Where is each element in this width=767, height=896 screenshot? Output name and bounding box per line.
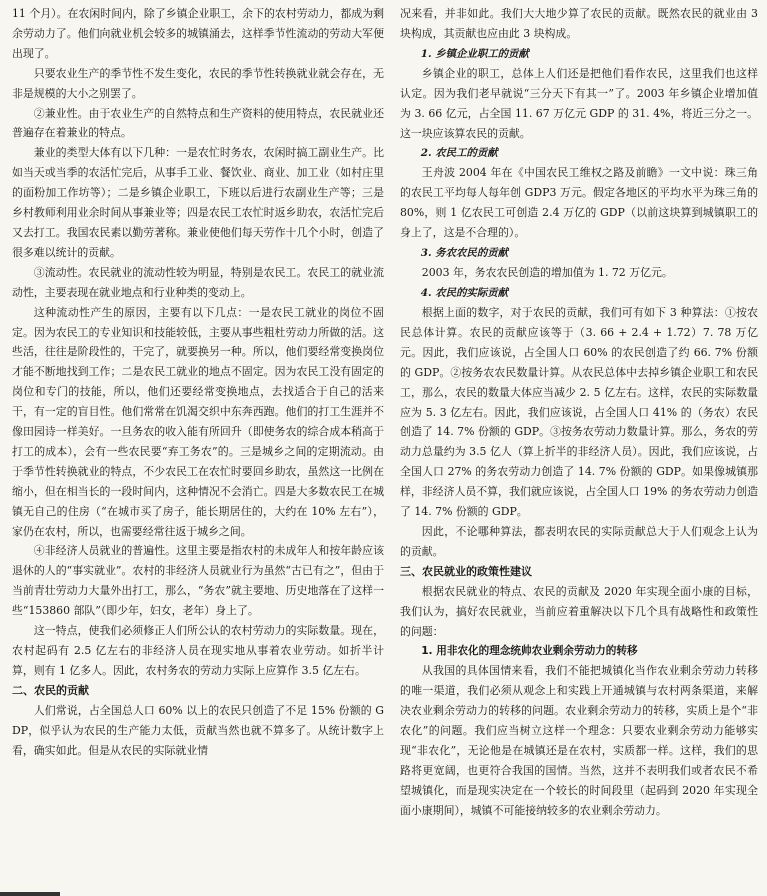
paragraph: 根据农民就业的特点、农民的贡献及 2020 年实现全面小康的目标，我们认为，搞好农民就业，当前应着重解决以下几个具有战略性和政策性的问题： [400, 584, 758, 638]
section-heading-policy: 三、农民就业的政策性建议 [400, 564, 532, 578]
page-edge-mark [0, 892, 60, 896]
paragraph: 王舟波 2004 年在《中国农民工维权之路及前瞻》一文中说：珠三角的农民工平均每人每年创 GDP3 万元。假定各地区的平均水平为珠三角的 80%，则 1 亿农民工可创造 2.4 万亿的 GDP（以前这块算到城镇职工的身上了，这是不合理的）。 [400, 166, 758, 240]
paragraph: ②兼业性。由于农业生产的自然特点和生产资料的使用特点，农民就业还普遍存在着兼业的特点。 [12, 106, 384, 140]
subheading: 1. 乡镇企业职工的贡献 [420, 47, 529, 60]
paragraph: 2003 年，务农农民创造的增加值为 1. 72 万亿元。 [421, 266, 673, 280]
subheading: 1. 用非农化的理念统帅农业剩余劳动力的转移 [421, 645, 638, 658]
subheading: 2. 农民工的贡献 [420, 147, 498, 160]
paragraph: ③流动性。农民就业的流动性较为明显，特别是农民工。农民工的就业流动性，主要表现在就业地点和行业种类的变动上。 [12, 265, 384, 299]
subheading: 3. 务农农民的贡献 [420, 247, 508, 260]
paragraph: 只要农业生产的季节性不发生变化，农民的季节性转换就业就会存在，无非是规模的大小之别罢了。 [12, 66, 384, 100]
paragraph: 兼业的类型大体有以下几种：一是农忙时务农，农闲时搞工副业生产。比如当天或当季的农活忙完后，从事手工业、餐饮业、商业、加工业（如村庄里的面粉加工作坊等）；二是乡镇企业职工，下班以后进行农副业生产等；三是乡村教师利用业余时间从事兼业等；四是农民工农忙时返乡助农，农活忙完后又去打工。我国农民素以勤劳著称。兼业使他们每天劳作十几个小时，创造了很多难以统计的贡献。 [12, 146, 384, 259]
paragraph: 这一特点，使我们必须修正人们所公认的农村劳动力的实际数量。现在，农村起码有 2.5 亿左右的非经济人员在现实地从事着农业劳动。如折半计算，则有 1 亿多人。因此，农村务农的劳动力实际上应算作 3.5 亿左右。 [12, 624, 384, 677]
section-heading-contribution: 二、农民的贡献 [12, 683, 89, 697]
subheading: 4. 农民的实际贡献 [420, 286, 508, 299]
paragraph: 况来看，并非如此。我们大大地少算了农民的贡献。既然农民的就业由 3 块构成，其贡献也应由此 3 块构成。 [400, 7, 758, 40]
paragraph: 这种流动性产生的原因，主要有以下几点：一是农民工就业的岗位不固定。因为农民工的专业知识和技能较低，主要从事些粗杜劳动力所做的活。这些活，往往是阶段性的，干完了，就要换另一种。所以，他们要经常变换岗位才能不断地找到工作；二是农民工就业的地点不固定。因为农民工没有固定的岗位和专门的技能，所以，他们还要经常变换地点，去找适合于自己的活来干，有一定的盲目性。他们常常在饥渴交织中东奔西跑。他们的打工生涯并不像田园诗一样美好。一旦务农的收入能有所回升（即使务农的综合成本稍高于打工的成本），会有一些农民要“弃工务农”的。三是城乡之间的定期流动。由于季节性转换就业的特点，不少农民工在农忙时要回乡助农，虽然这一比例在缩小，但在相当长的一段时间内，这种情况不会消亡。四是大多数农民工在城镇无自己的住房（“在城市买了房子，能长期居住的，大约在 10% 左右”），家仍在农村，所以，也需要经常往返于城乡之间。 [12, 305, 384, 538]
paragraph: 根据上面的数字，对于农民的贡献，我们可有如下 3 种算法：①按农民总体计算。农民的贡献应该等于（3. 66 + 2.4 + 1.72）7. 78 万亿元。因此，我们应该说，占全国人口 60% 的农民创造了约 66. 7% 份额的 GDP。②按务农农民数量计算。从农民总体中去掉乡镇企业职工和农民工，那么，农民的数量大体应当减少 2. 5 亿左右。这样，农民的实际数量应为 5. 3 亿左右。因此，我们应该说，占全国人口 41% 的（务农）农民创造了 14. 7% 份额的 GDP。③按务农劳动力数量计算。那么，务农的劳动力总量约为 3.5 亿人（算上折半的非经济人员）。因此，我们应该说，占全国人口 27% 的务农劳动力创造了 14. 7% 份额的 GDP。如果像城镇那样，非经济人员不算，我们就应该说，占全国人口 19% 的务农劳动力创造了 14. 7% 份额的 GDP。 [400, 305, 758, 519]
paragraph: 从我国的具体国情来看，我们不能把城镇化当作农业剩余劳动力转移的唯一渠道，我们必须从观念上和实践上开通城镇与农村两条渠道，来解决农业剩余劳动力的转移的问题。农业剩余劳动力的转移，实质上是个“非农化”的问题。我们应当树立这样一个理念：只要农业剩余劳动力能够实现“非农化”，无论他是在城镇还是在农村，实质都一样。这样，我们的思路将更宽阔，也更符合我国的国情。当然，这并不表明我们或者农民不希望城镇化，而是现实决定在一个较长的时间段里（起码到 2020 年实现全面小康期间），城镇不可能接纳较多的农业剩余劳动力。 [400, 664, 758, 817]
paragraph: 乡镇企业的职工，总体上人们还是把他们看作农民，这里我们也这样认定。因为我们老早就说“三分天下有其一”了。2003 年乡镇企业增加值为 3. 66 亿元，占全国 11. 67 万亿元 GDP 的 31. 4%，将近三分之一。这一块应该算农民的贡献。 [400, 66, 758, 140]
paragraph: ④非经济人员就业的普遍性。这里主要是指农村的未成年人和按年龄应该退休的人的“事实就业”。农村的非经济人员就业行为虽然“古已有之”，但由于当前青壮劳动力大量外出打工，那么，“务农”就主要地、历史地落在了这样一些“153860 部队”（即少年，妇女，老年）身上了。 [12, 544, 384, 618]
paragraph: 人们常说，占全国总人口 60% 以上的农民只创造了不足 15% 份额的 GDP，似乎认为农民的生产能力太低，贡献当然也就不算多了。从统计数字上看，确实如此。但是从农民的实际就业情 [12, 703, 384, 757]
paragraph: 11 个月）。在农闲时间内，除了乡镇企业职工，余下的农村劳动力，都成为剩余劳动力了。他们向就业机会较多的城镇涌去，这样季节性流动的劳动大军便出现了。 [12, 7, 384, 60]
right-column [400, 4, 758, 821]
left-column [12, 4, 384, 761]
paragraph: 因此，不论哪种算法，都表明农民的实际贡献总大于人们观念上认为的贡献。 [400, 524, 758, 558]
